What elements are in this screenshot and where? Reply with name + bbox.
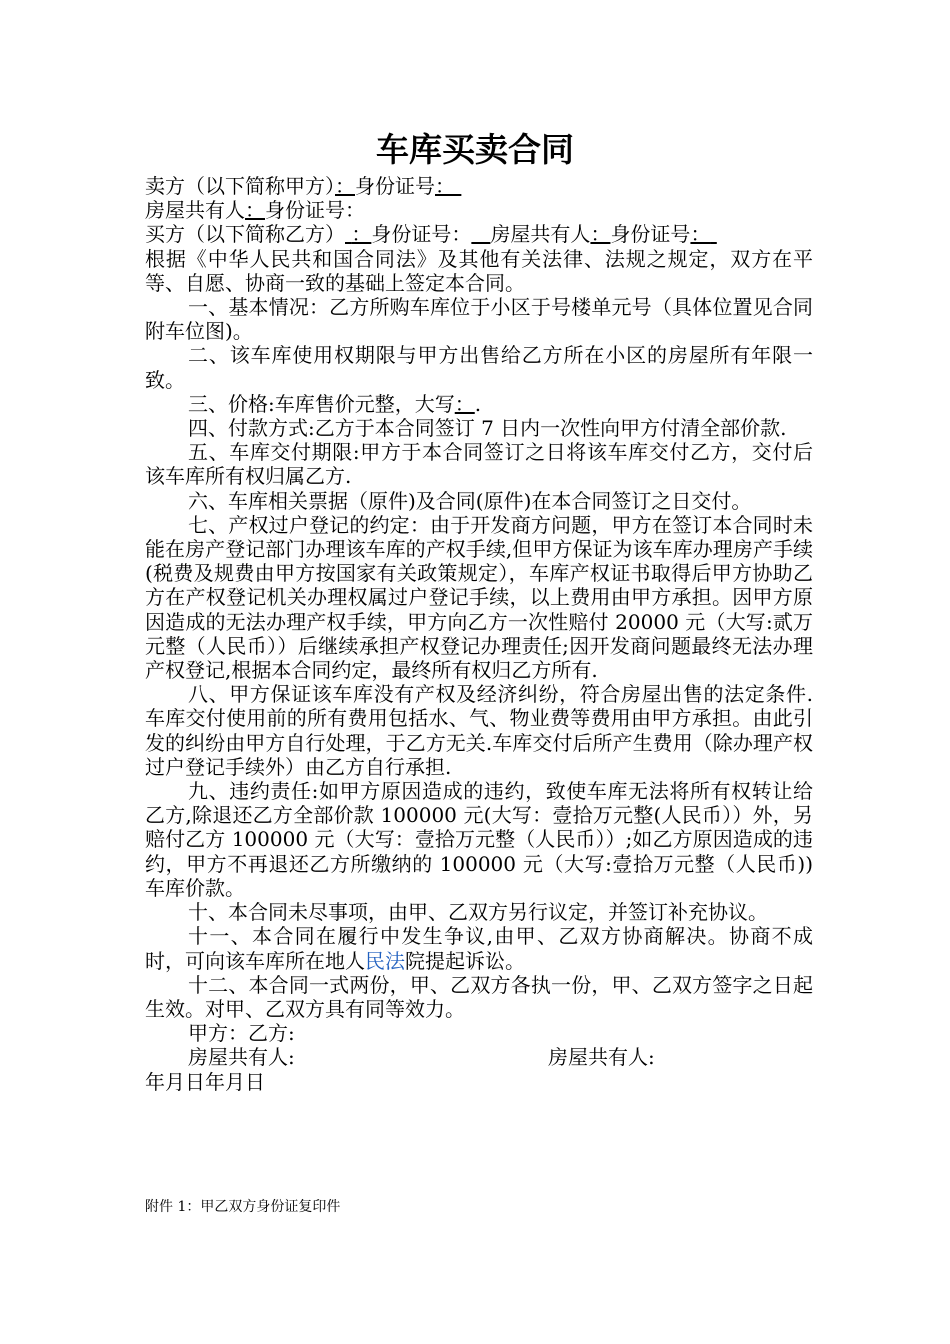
clause-8: 八、甲方保证该车库没有产权及经济纠纷，符合房屋出售的法定条件.车库交付使用前的所有费用包括水、气、物业费等费用由甲方承担。由此引发的纠纷由甲方自行处理，于乙方无关.车库交付后所产生费用（除办理产权过户登记手续外）由乙方自行承担. bbox=[145, 682, 813, 779]
seller-coowner-label: 房屋共有人 bbox=[145, 198, 245, 223]
clause-3-blank: ： bbox=[454, 391, 475, 416]
seller-id-label: 身份证号 bbox=[355, 174, 435, 198]
buyer-id-blank bbox=[471, 222, 490, 246]
buyer-prefix: 买方（以下简称乙方） bbox=[145, 222, 345, 247]
seller-line bbox=[145, 174, 813, 198]
clause-4: 四、付款方式:乙方于本合同签订 7 日内一次性向甲方付清全部价款. bbox=[188, 416, 787, 441]
seller-coowner-id-label: 身份证号： bbox=[265, 198, 365, 223]
intro-paragraph: 根据《中华人民共和国合同法》及其他有关法律、法规之规定，双方在平等、自愿、协商一致的基础上签定本合同。 bbox=[145, 246, 813, 295]
clause-7: 七、产权过户登记的约定：由于开发商方问题，甲方在签订本合同时未能在房产登记部门办理该车库的产权手续,但甲方保证为该车库办理房产手续(税费及规费由甲方按国家有关政策规定），车库产权证书取得后甲方协助乙方在产权登记机关办理权属过户登记手续，以上费用由甲方承担。因甲方原因造成的无法办理产权手续，甲方向乙方一次性赔付 20000 元（大写:贰万元整（人民币））后继续承担产权登记办理责任;因开发商问题最终无法办理产权登记,根据本合同约定，最终所有权归乙方所有. bbox=[145, 512, 813, 683]
signature-coowner-right: 房屋共有人: bbox=[548, 1045, 655, 1070]
clause-3 bbox=[145, 392, 813, 416]
seller-coowner-blank: ： bbox=[245, 198, 265, 223]
page-title: 车库买卖合同 bbox=[376, 130, 574, 169]
contract-body bbox=[145, 174, 813, 1094]
clause-3-text: 三、价格:车库售价元整，大写 bbox=[188, 391, 455, 416]
clause-11 bbox=[145, 924, 813, 972]
seller-name-blank: ： bbox=[335, 174, 355, 198]
buyer-coowner-id-blank: ： bbox=[690, 222, 711, 247]
clause-12: 十二、本合同一式两份，甲、乙双方各执一份，甲、乙双方签字之日起生效。对甲、乙双方具有同等效力。 bbox=[145, 972, 813, 1021]
seller-prefix: 卖方（以下简称甲方） bbox=[145, 174, 335, 198]
clause-2: 二、该车库使用权期限与甲方出售给乙方所在小区的房屋所有年限一致。 bbox=[145, 343, 813, 392]
clause-11-link[interactable]: 民法 bbox=[365, 948, 405, 973]
signature-date: 年月日年月日 bbox=[145, 1069, 265, 1094]
clause-11-end: 院提起诉讼。 bbox=[405, 948, 525, 973]
buyer-coowner-id-underline bbox=[710, 222, 716, 246]
buyer-coowner-blank: ： bbox=[590, 222, 611, 247]
seller-id-underline bbox=[455, 174, 461, 198]
clause-11-text: 十一、本合同在履行中发生争议,由甲、乙双方协商解决。协商不成时，可向该车库所在地人 bbox=[145, 924, 813, 973]
seller-id-blank: ： bbox=[435, 174, 455, 198]
buyer-name-colon: ： bbox=[351, 222, 372, 247]
buyer-coowner-id-label: 身份证号 bbox=[610, 222, 691, 247]
signature-coowner-left: 房屋共有人: bbox=[188, 1045, 295, 1070]
clause-5: 五、车库交付期限:甲方于本合同签订之日将该车库交付乙方，交付后该车库所有权归属乙方. bbox=[145, 440, 813, 489]
buyer-coowner-label: 房屋共有人 bbox=[490, 222, 591, 247]
seller-coowner-line bbox=[145, 198, 813, 222]
clause-1: 一、基本情况：乙方所购车库位于小区于号楼单元号（具体位置见合同附车位图)。 bbox=[145, 295, 813, 344]
clause-9: 九、违约责任:如甲方原因造成的违约，致使车库无法将所有权转让给乙方,除退还乙方全部价款 100000 元(大写：壹拾万元整(人民币））外，另赔付乙方 100000 元（大写：壹拾万元整（人民币））;如乙方原因造成的违约，甲方不再退还乙方所缴纳的 100000 元（大写:壹拾万元整（人民币))车库价款。 bbox=[145, 779, 813, 900]
buyer-line bbox=[145, 222, 813, 246]
clause-6: 六、车库相关票据（原件)及合同(原件)在本合同签订之日交付。 bbox=[188, 488, 752, 513]
buyer-id-label: 身份证号： bbox=[371, 222, 472, 247]
signature-parties: 甲方：乙方: bbox=[188, 1021, 295, 1046]
signature-coowners bbox=[145, 1045, 813, 1069]
clause-3-end: . bbox=[474, 391, 482, 416]
clause-10: 十、本合同未尽事项，由甲、乙双方另行议定，并签订补充协议。 bbox=[188, 900, 768, 925]
annex-note: 附件 1：甲乙双方身份证复印件 bbox=[145, 1199, 341, 1215]
